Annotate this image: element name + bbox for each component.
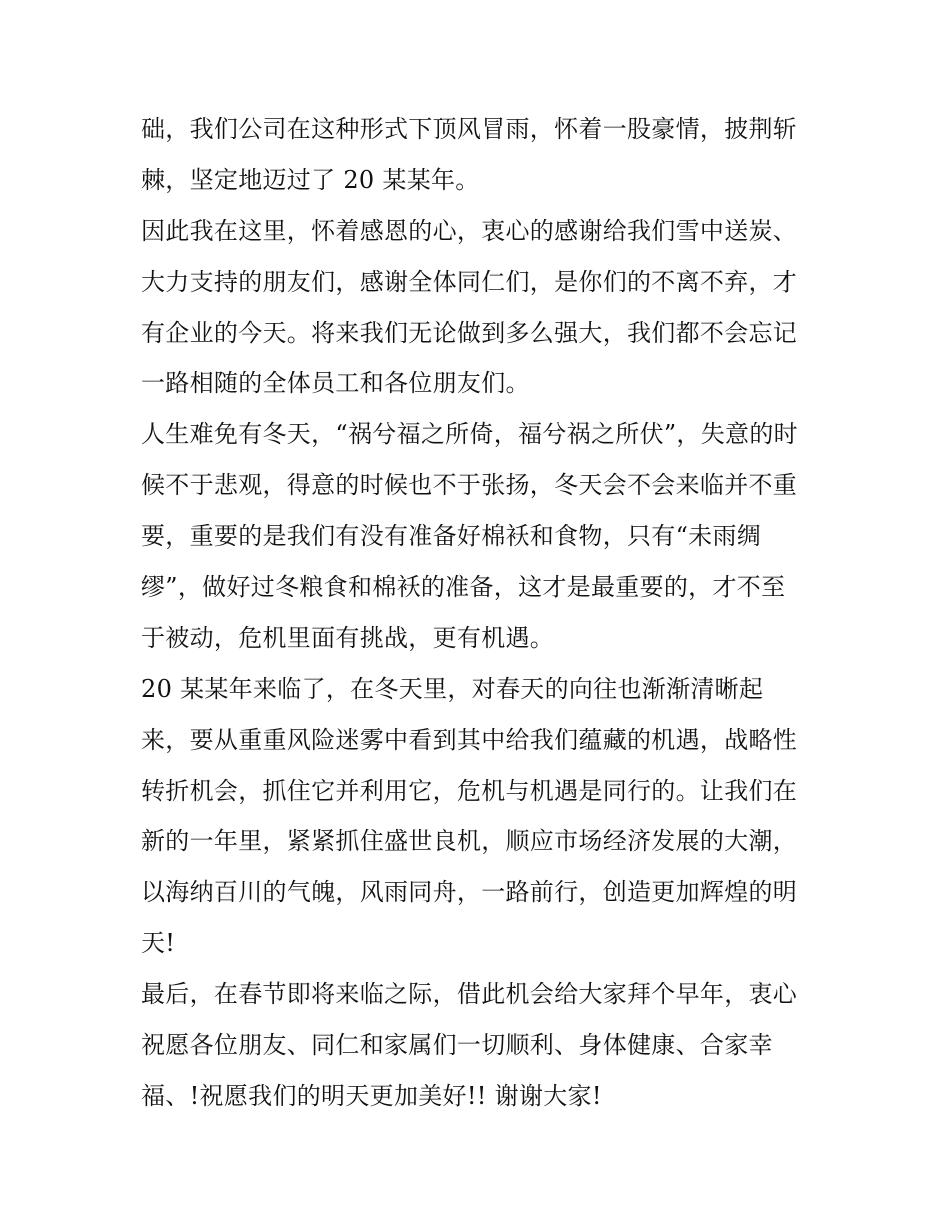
text-line-16: 以海纳百川的气魄，风雨同舟，一路前行，创造更加辉煌的明 [141, 878, 798, 907]
text-line-11: 于被动，危机里面有挑战，更有机遇。 [141, 623, 555, 652]
text-line-9: 要，重要的是我们有没有准备好棉袄和食物，只有“未雨绸 [141, 522, 762, 551]
text-line-6: 一路相随的全体员工和各位朋友们。 [141, 369, 530, 398]
text-line-14: 转折机会，抓住它并利用它，危机与机遇是同行的。让我们在 [141, 776, 798, 805]
text-line-19: 祝愿各位朋友、同仁和家属们一切顺利、身体健康、合家幸 [141, 1031, 773, 1060]
text-line-15: 新的一年里，紧紧抓住盛世良机，顺应市场经济发展的大潮， [141, 827, 798, 856]
text-line-5: 有企业的今天。将来我们无论做到多么强大，我们都不会忘记 [141, 318, 798, 347]
text-line-10: 缪”，做好过冬粮食和棉袄的准备，这才是最重要的，才不至 [141, 573, 786, 602]
text-line-3: 因此我在这里，怀着感恩的心，衷心的感谢给我们雪中送炭、 [141, 216, 798, 245]
text-line-18: 最后，在春节即将来临之际，借此机会给大家拜个早年，衷心 [141, 980, 798, 1009]
text-line-2: 棘，坚定地迈过了 20 某某年。 [141, 165, 480, 194]
text-line-20: 福、!祝愿我们的明天更加美好!! 谢谢大家! [141, 1081, 602, 1110]
text-line-1: 础，我们公司在这种形式下顶风冒雨，怀着一股豪情，披荆斩 [141, 115, 798, 143]
document-body [141, 104, 821, 1122]
text-line-17: 天! [141, 929, 176, 958]
text-line-7: 人生难免有冬天，“祸兮福之所倚，福兮祸之所伏”，失意的时 [141, 420, 798, 449]
text-line-4: 大力支持的朋友们，感谢全体同仁们，是你们的不离不弃，才 [141, 267, 798, 296]
text-line-12: 20 某某年来临了，在冬天里，对春天的向往也渐渐清晰起 [141, 674, 764, 703]
text-line-8: 候不于悲观，得意的时候也不于张扬，冬天会不会来临并不重 [141, 471, 798, 500]
text-line-13: 来，要从重重风险迷雾中看到其中给我们蕴藏的机遇，战略性 [141, 725, 798, 754]
